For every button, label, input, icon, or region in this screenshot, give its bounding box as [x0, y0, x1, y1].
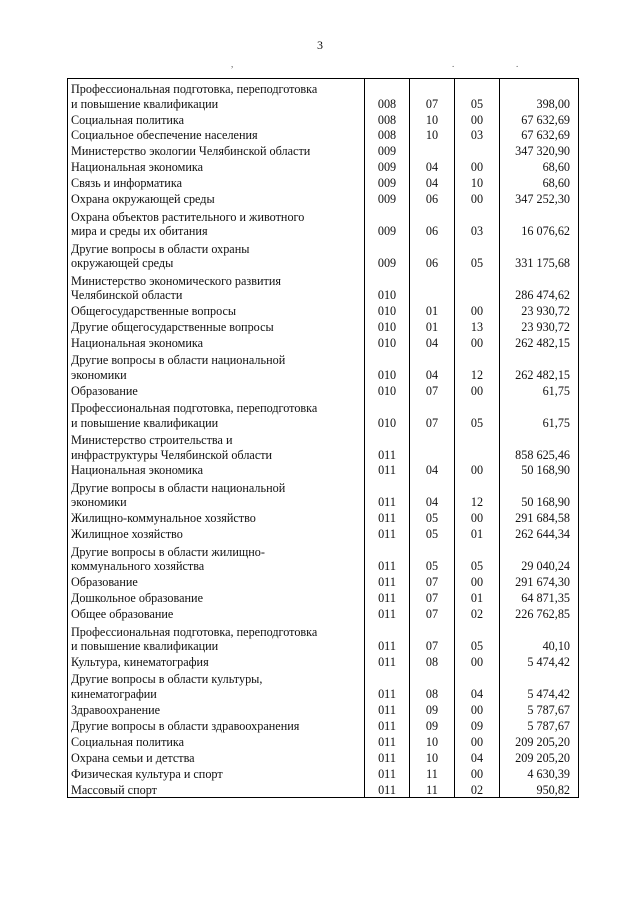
budget-item-name	[68, 526, 365, 542]
ministry-code: 009	[365, 191, 410, 207]
amount: 291 674,30	[500, 574, 579, 590]
budget-item-name	[68, 143, 365, 159]
ministry-code: 010	[365, 318, 410, 334]
section-code: 11	[410, 781, 455, 798]
budget-item-name	[68, 191, 365, 207]
name-line: Министерство строительства и	[71, 433, 233, 448]
amount: 950,82	[500, 781, 579, 798]
amount: 209 205,20	[500, 749, 579, 765]
name-line: окружающей среды	[71, 256, 174, 271]
table-row	[68, 478, 579, 510]
table-row	[68, 590, 579, 606]
amount: 23 930,72	[500, 302, 579, 318]
name-line: кинематографии	[71, 686, 157, 701]
name-line: Дошкольное образование	[71, 591, 203, 606]
table-row	[68, 382, 579, 398]
section-code: 07	[410, 606, 455, 622]
table-row	[68, 270, 579, 302]
table-row	[68, 462, 579, 478]
budget-item-name	[68, 207, 365, 239]
budget-item-name	[68, 542, 365, 574]
subsection-code: 01	[455, 590, 500, 606]
table-row	[68, 191, 579, 207]
subsection-code: 12	[455, 350, 500, 382]
subsection-code: 00	[455, 653, 500, 669]
section-code: 07	[410, 398, 455, 430]
amount: 331 175,68	[500, 239, 579, 271]
ministry-code: 011	[365, 733, 410, 749]
name-line: Профессиональная подготовка, переподготовка	[71, 82, 318, 97]
ministry-code: 011	[365, 478, 410, 510]
subsection-code: 03	[455, 207, 500, 239]
name-line: Национальная экономика	[71, 160, 204, 175]
table-row	[68, 111, 579, 127]
section-code: 06	[410, 239, 455, 271]
name-line: Физическая культура и спорт	[71, 766, 223, 781]
table-row	[68, 765, 579, 781]
amount: 23 930,72	[500, 318, 579, 334]
name-line: Охрана семьи и детства	[71, 750, 195, 765]
table-row	[68, 207, 579, 239]
subsection-code	[455, 430, 500, 462]
section-code: 04	[410, 334, 455, 350]
table-row	[68, 669, 579, 701]
subsection-code: 00	[455, 382, 500, 398]
table-row	[68, 542, 579, 574]
ministry-code: 011	[365, 574, 410, 590]
name-line: Национальная экономика	[71, 463, 204, 478]
subsection-code: 00	[455, 462, 500, 478]
subsection-code	[455, 270, 500, 302]
budget-item-name	[68, 590, 365, 606]
amount: 61,75	[500, 382, 579, 398]
name-line: Другие общегосударственные вопросы	[71, 319, 274, 334]
subsection-code: 00	[455, 111, 500, 127]
name-line: мира и среды их обитания	[71, 224, 208, 239]
amount: 262 482,15	[500, 334, 579, 350]
ministry-code: 011	[365, 765, 410, 781]
table-row	[68, 781, 579, 798]
name-line: Охрана окружающей среды	[71, 192, 215, 207]
subsection-code: 00	[455, 733, 500, 749]
ministry-code: 009	[365, 239, 410, 271]
ministry-code: 008	[365, 111, 410, 127]
section-code: 10	[410, 733, 455, 749]
subsection-code: 00	[455, 574, 500, 590]
ministry-code: 011	[365, 542, 410, 574]
name-line: Жилищное хозяйство	[71, 527, 183, 542]
budget-item-name	[68, 510, 365, 526]
section-code: 07	[410, 382, 455, 398]
name-line: Другие вопросы в области культуры,	[71, 672, 263, 687]
budget-table	[67, 78, 579, 798]
subsection-code: 00	[455, 302, 500, 318]
name-line: Профессиональная подготовка, переподготовка	[71, 624, 318, 639]
budget-item-name	[68, 318, 365, 334]
ministry-code: 011	[365, 606, 410, 622]
amount: 50 168,90	[500, 462, 579, 478]
name-line: Другие вопросы в области охраны	[71, 241, 250, 256]
name-line: Общегосударственные вопросы	[71, 303, 237, 318]
name-line: и повышение квалификации	[71, 415, 219, 430]
amount: 858 625,46	[500, 430, 579, 462]
page-number: 3	[317, 38, 323, 52]
amount: 67 632,69	[500, 111, 579, 127]
ministry-code: 009	[365, 143, 410, 159]
ministry-code: 010	[365, 350, 410, 382]
table-row	[68, 510, 579, 526]
subsection-code: 00	[455, 765, 500, 781]
table-row	[68, 79, 579, 111]
amount: 67 632,69	[500, 127, 579, 143]
name-line: инфраструктуры Челябинской области	[71, 447, 273, 462]
budget-item-name	[68, 621, 365, 653]
budget-item-name	[68, 350, 365, 382]
table-row	[68, 143, 579, 159]
subsection-code: 02	[455, 781, 500, 798]
budget-item-name	[68, 653, 365, 669]
scan-mark: .	[516, 59, 519, 69]
ministry-code: 011	[365, 510, 410, 526]
budget-item-name	[68, 382, 365, 398]
section-code: 07	[410, 590, 455, 606]
section-code: 07	[410, 79, 455, 111]
budget-item-name	[68, 127, 365, 143]
section-code: 06	[410, 207, 455, 239]
amount: 5 474,42	[500, 653, 579, 669]
section-code: 04	[410, 478, 455, 510]
amount: 61,75	[500, 398, 579, 430]
amount: 262 644,34	[500, 526, 579, 542]
amount: 4 630,39	[500, 765, 579, 781]
budget-item-name	[68, 398, 365, 430]
subsection-code: 00	[455, 701, 500, 717]
table-row	[68, 717, 579, 733]
section-code: 04	[410, 159, 455, 175]
section-code: 10	[410, 749, 455, 765]
table-row	[68, 749, 579, 765]
budget-item-name	[68, 701, 365, 717]
section-code: 07	[410, 621, 455, 653]
budget-item-name	[68, 302, 365, 318]
amount: 64 871,35	[500, 590, 579, 606]
table-row	[68, 430, 579, 462]
table-row	[68, 621, 579, 653]
budget-item-name	[68, 79, 365, 111]
ministry-code: 011	[365, 781, 410, 798]
ministry-code: 010	[365, 398, 410, 430]
name-line: и повышение квалификации	[71, 96, 219, 111]
section-code: 04	[410, 175, 455, 191]
table-row	[68, 653, 579, 669]
budget-item-name	[68, 574, 365, 590]
name-line: Образование	[71, 575, 138, 590]
amount: 5 787,67	[500, 701, 579, 717]
ministry-code: 011	[365, 701, 410, 717]
name-line: Социальное обеспечение населения	[71, 128, 258, 143]
budget-item-name	[68, 765, 365, 781]
budget-item-name	[68, 239, 365, 271]
section-code: 05	[410, 542, 455, 574]
subsection-code: 05	[455, 542, 500, 574]
ministry-code: 010	[365, 302, 410, 318]
table-row	[68, 574, 579, 590]
ministry-code: 011	[365, 621, 410, 653]
table-row	[68, 127, 579, 143]
amount: 68,60	[500, 175, 579, 191]
name-line: Другие вопросы в области национальной	[71, 353, 286, 368]
ministry-code: 011	[365, 717, 410, 733]
amount: 262 482,15	[500, 350, 579, 382]
table-row	[68, 606, 579, 622]
name-line: Образование	[71, 383, 138, 398]
name-line: экономики	[71, 367, 127, 382]
name-line: Социальная политика	[71, 112, 185, 127]
amount: 291 684,58	[500, 510, 579, 526]
name-line: и повышение квалификации	[71, 638, 219, 653]
name-line: Профессиональная подготовка, переподготовка	[71, 401, 318, 416]
budget-item-name	[68, 334, 365, 350]
subsection-code: 12	[455, 478, 500, 510]
ministry-code: 011	[365, 430, 410, 462]
subsection-code: 10	[455, 175, 500, 191]
budget-item-name	[68, 781, 365, 798]
name-line: Министерство экологии Челябинской области	[71, 144, 311, 159]
subsection-code: 00	[455, 159, 500, 175]
amount: 5 474,42	[500, 669, 579, 701]
section-code: 10	[410, 111, 455, 127]
ministry-code: 010	[365, 270, 410, 302]
section-code: 09	[410, 717, 455, 733]
amount: 286 474,62	[500, 270, 579, 302]
table-row	[68, 239, 579, 271]
budget-item-name	[68, 111, 365, 127]
name-line: Социальная политика	[71, 734, 185, 749]
budget-item-name	[68, 606, 365, 622]
amount: 398,00	[500, 79, 579, 111]
subsection-code: 04	[455, 749, 500, 765]
scan-mark: ,	[231, 59, 234, 69]
name-line: Общее образование	[71, 607, 174, 622]
budget-item-name	[68, 733, 365, 749]
budget-item-name	[68, 478, 365, 510]
section-code: 08	[410, 653, 455, 669]
amount: 29 040,24	[500, 542, 579, 574]
ministry-code: 009	[365, 159, 410, 175]
amount: 5 787,67	[500, 717, 579, 733]
amount: 347 320,90	[500, 143, 579, 159]
table-row	[68, 159, 579, 175]
budget-item-name	[68, 462, 365, 478]
section-code	[410, 430, 455, 462]
subsection-code: 02	[455, 606, 500, 622]
amount: 347 252,30	[500, 191, 579, 207]
ministry-code: 010	[365, 382, 410, 398]
subsection-code: 05	[455, 79, 500, 111]
name-line: Национальная экономика	[71, 335, 204, 350]
amount: 226 762,85	[500, 606, 579, 622]
section-code: 04	[410, 462, 455, 478]
table-row	[68, 733, 579, 749]
ministry-code: 011	[365, 749, 410, 765]
scan-mark: .	[452, 59, 455, 69]
ministry-code: 009	[365, 175, 410, 191]
name-line: Здравоохранение	[71, 702, 161, 717]
ministry-code: 011	[365, 526, 410, 542]
section-code: 07	[410, 574, 455, 590]
subsection-code	[455, 143, 500, 159]
section-code	[410, 143, 455, 159]
subsection-code: 09	[455, 717, 500, 733]
subsection-code: 05	[455, 621, 500, 653]
section-code: 11	[410, 765, 455, 781]
budget-item-name	[68, 159, 365, 175]
table-row	[68, 318, 579, 334]
table-row	[68, 350, 579, 382]
subsection-code: 13	[455, 318, 500, 334]
section-code: 04	[410, 350, 455, 382]
budget-table-body	[68, 79, 579, 798]
budget-item-name	[68, 669, 365, 701]
budget-item-name	[68, 717, 365, 733]
amount: 16 076,62	[500, 207, 579, 239]
budget-item-name	[68, 430, 365, 462]
name-line: Массовый спорт	[71, 782, 157, 797]
table-row	[68, 302, 579, 318]
budget-item-name	[68, 175, 365, 191]
ministry-code: 011	[365, 590, 410, 606]
section-code: 08	[410, 669, 455, 701]
subsection-code: 04	[455, 669, 500, 701]
name-line: Жилищно-коммунальное хозяйство	[71, 511, 256, 526]
name-line: Другие вопросы в области жилищно-	[71, 544, 265, 559]
ministry-code: 009	[365, 207, 410, 239]
table-row	[68, 398, 579, 430]
name-line: Другие вопросы в области здравоохранения	[71, 718, 300, 733]
budget-item-name	[68, 270, 365, 302]
ministry-code: 011	[365, 462, 410, 478]
budget-item-name	[68, 749, 365, 765]
amount: 40,10	[500, 621, 579, 653]
section-code: 05	[410, 526, 455, 542]
section-code	[410, 270, 455, 302]
ministry-code: 011	[365, 653, 410, 669]
subsection-code: 00	[455, 334, 500, 350]
amount: 68,60	[500, 159, 579, 175]
name-line: Челябинской области	[71, 287, 183, 302]
name-line: Охрана объектов растительного и животного	[71, 209, 305, 224]
subsection-code: 05	[455, 398, 500, 430]
name-line: Министерство экономического развития	[71, 273, 281, 288]
subsection-code: 03	[455, 127, 500, 143]
ministry-code: 008	[365, 79, 410, 111]
name-line: экономики	[71, 495, 127, 510]
amount: 50 168,90	[500, 478, 579, 510]
table-row	[68, 334, 579, 350]
section-code: 06	[410, 191, 455, 207]
ministry-code: 010	[365, 334, 410, 350]
table-row	[68, 526, 579, 542]
amount: 209 205,20	[500, 733, 579, 749]
section-code: 09	[410, 701, 455, 717]
subsection-code: 00	[455, 191, 500, 207]
ministry-code: 011	[365, 669, 410, 701]
section-code: 10	[410, 127, 455, 143]
name-line: Другие вопросы в области национальной	[71, 480, 286, 495]
section-code: 01	[410, 302, 455, 318]
name-line: Культура, кинематография	[71, 654, 209, 669]
subsection-code: 05	[455, 239, 500, 271]
ministry-code: 008	[365, 127, 410, 143]
subsection-code: 01	[455, 526, 500, 542]
name-line: Связь и информатика	[71, 176, 182, 191]
name-line: коммунального хозяйства	[71, 559, 205, 574]
section-code: 05	[410, 510, 455, 526]
subsection-code: 00	[455, 510, 500, 526]
table-row	[68, 175, 579, 191]
table-row	[68, 701, 579, 717]
section-code: 01	[410, 318, 455, 334]
